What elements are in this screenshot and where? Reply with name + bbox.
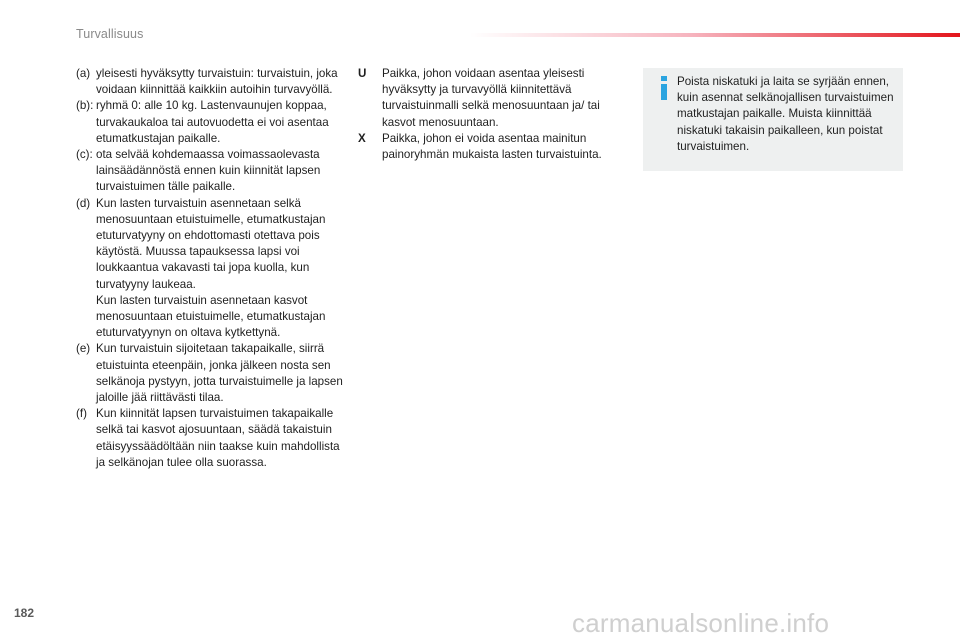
note-label: (a) (76, 67, 91, 80)
note-item-a (76, 66, 344, 98)
legend-key: X (358, 131, 366, 145)
note-label: (d) (76, 196, 91, 210)
legend-text: Paikka, johon voidaan asentaa yleisesti hyväksytty ja turvavyöllä kiinnitettävä turvaistuinmalli selkä menosuuntaan ja/ tai kasvot menosuuntaan. (382, 67, 600, 129)
legend-key: U (358, 67, 367, 80)
note-item-e (76, 341, 344, 406)
section-title: Turvallisuus (76, 27, 144, 41)
info-icon (657, 76, 671, 100)
header-divider (470, 33, 960, 37)
note-label: (c): (76, 148, 93, 162)
legend-item-u (358, 66, 623, 131)
note-label: (b): (76, 99, 94, 113)
note-text: Kun turvaistuin sijoitetaan takapaikalle, siirrä etuistuinta eteenpäin, jonka jälkeen nosta sen selkänoja pystyyn, jotta turvaistuimelle ja lapsen jaloille jää riittävästi tilaa. (96, 342, 343, 405)
note-text: ryhmä 0: alle 10 kg. Lastenvaunujen koppaa, turvakaukaloa tai autovuodetta ei voi asentaa etumatkustajan paikalle. (96, 99, 329, 145)
legend-item-x (358, 131, 623, 163)
note-text: ota selvää kohdemaassa voimassaolevasta lainsäädännöstä ennen kuin kiinnität lapsen turvaistuimen tälle paikalle. (96, 148, 321, 194)
note-label: (e) (76, 342, 91, 356)
note-paragraph: Kun lasten turvaistuin asennetaan selkä menosuuntaan etuistuimelle, etumatkustajan etuturvatyyny on ehdottomasti otettava pois käytöstä. Muussa tapauksessa lapsi voi loukkaantua vakavasti tai jopa kuolla, kun turvatyyny laukeaa. (96, 196, 326, 291)
note-paragraph: Kun lasten turvaistuin asennetaan kasvot menosuuntaan etuistuimelle, etumatkustajan etuturvatyynyn on oltava kytkettynä. (96, 293, 326, 340)
note-item-f (76, 406, 344, 471)
note-text: Kun kiinnität lapsen turvaistuimen takapaikalle selkä tai kasvot ajosuuntaan, säädä takaistuin etäisyyssäädöltään niin taakse kuin mahdollista ja selkänojan tulee olla suorassa. (96, 407, 340, 469)
info-text: Poista niskatuki ja laita se syrjään ennen, kuin asennat selkänojallisen turvaistuimen matkustajan paikalle. Muista kiinnittää niskatuki takaisin paikalleen, kun poistat turvaistuimen. (677, 75, 894, 153)
notes-column (76, 66, 344, 471)
note-item-d (76, 196, 344, 342)
note-item-b (76, 98, 344, 147)
note-item-c (76, 147, 344, 196)
watermark: carmanualsonline.info (572, 608, 830, 638)
legend-text: Paikka, johon ei voida asentaa mainitun painoryhmän mukaista lasten turvaistuinta. (382, 131, 602, 162)
note-text (96, 196, 344, 342)
note-text: yleisesti hyväksytty turvaistuin: turvaistuin, joka voidaan kiinnittää kaikkiin autoihin turvavyöllä. (96, 67, 338, 97)
note-label: (f) (76, 407, 87, 421)
page-number: 182 (14, 606, 35, 620)
legend-column (358, 66, 623, 163)
info-box (643, 68, 903, 171)
